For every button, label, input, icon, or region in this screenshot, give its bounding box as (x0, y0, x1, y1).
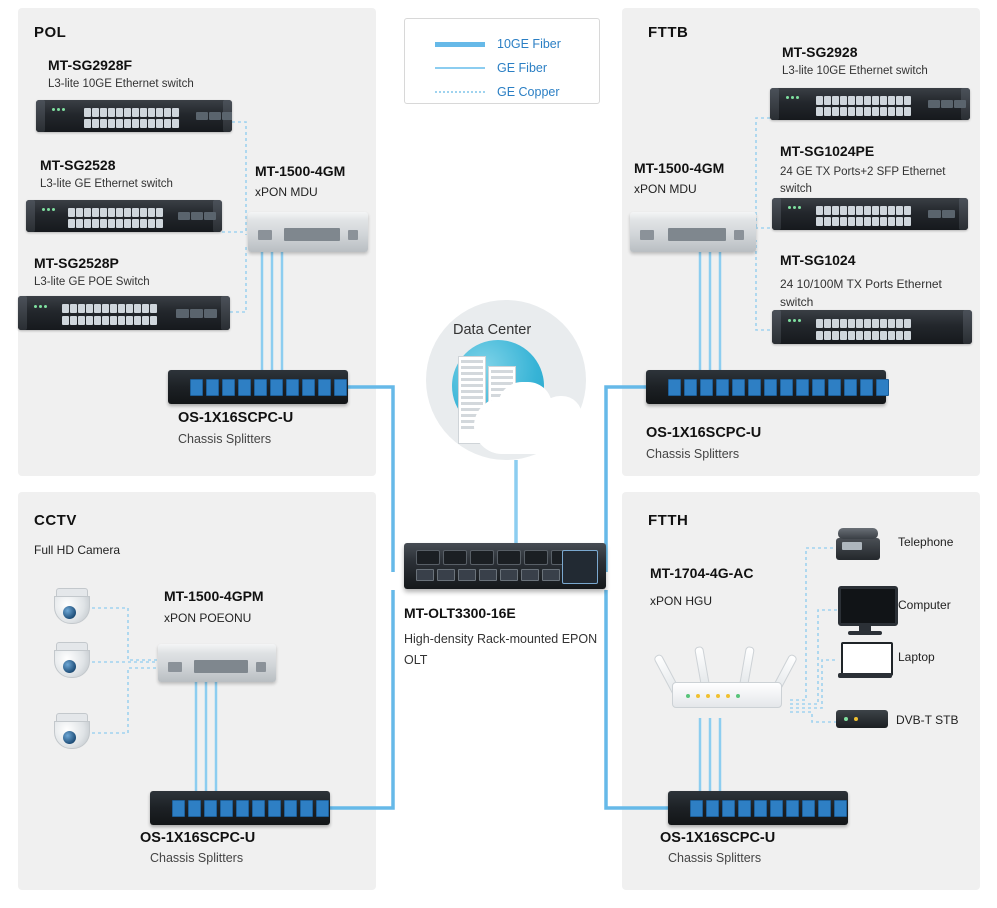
legend-item-ge-fiber (435, 61, 547, 75)
olt-name: MT-OLT3300-16E (404, 605, 516, 621)
legend-label: 10GE Fiber (497, 37, 561, 51)
onu-top-face (630, 212, 756, 221)
device-name-mt-1704-4g-ac: MT-1704-4G-AC (650, 565, 754, 581)
splitter-adapters (668, 379, 889, 396)
sfp-bank (928, 210, 955, 218)
splitter-os-1x16scpc-u-pol (168, 370, 348, 404)
switch-mt-sg2928 (770, 88, 970, 120)
hgu-led (696, 694, 700, 698)
switch-mt-sg2528p (18, 296, 230, 330)
status-leds (786, 96, 799, 99)
status-leds (52, 108, 65, 111)
laptop-device (838, 642, 894, 680)
splitter-desc-ftth: Chassis Splitters (668, 851, 762, 865)
rack-ear-left-icon (26, 200, 35, 232)
splitter-desc-pol: Chassis Splitters (178, 432, 272, 446)
client-label-laptop: Laptop (898, 650, 935, 664)
device-desc-mt-sg2528p: L3-lite GE POE Switch (34, 276, 150, 288)
onu-port (668, 228, 726, 241)
olt-desc-line1: High-density Rack-mounted EPON (404, 632, 598, 646)
legend-item-10ge (435, 37, 561, 51)
splitter-name-cctv: OS-1X16SCPC-U (140, 830, 256, 846)
device-name-mt-sg2528: MT-SG2528 (40, 157, 116, 173)
port-bank (816, 319, 911, 328)
port-bank (816, 107, 911, 116)
hgu-mt-1704-4g-ac (672, 650, 782, 720)
panel-title-fttb: FTTB (648, 24, 689, 41)
camera-lens-icon (63, 606, 76, 619)
splitter-desc-fttb: Chassis Splitters (646, 447, 740, 461)
port-bank (62, 316, 157, 325)
port-bank (816, 217, 911, 226)
switch-face (772, 198, 968, 230)
telephone-screen (842, 542, 862, 550)
camera-lens-icon (63, 731, 76, 744)
stb-led (854, 717, 858, 721)
device-name-mt-1500-4gm-fttb: MT-1500-4GM (634, 160, 725, 176)
rack-ear-right-icon (963, 310, 972, 344)
switch-mt-sg1024 (772, 310, 972, 344)
device-name-mt-1500-4gm-pol: MT-1500-4GM (255, 163, 346, 179)
onu-port (640, 230, 654, 240)
splitter-adapters (690, 800, 847, 817)
olt-slot-row-top (416, 550, 575, 565)
hgu-led (706, 694, 710, 698)
status-leds (788, 206, 801, 209)
port-bank (68, 219, 163, 228)
client-label-dvbt-stb: DVB-T STB (896, 713, 959, 727)
switch-face (36, 100, 232, 132)
panel-title-pol: POL (34, 24, 67, 41)
switch-mt-sg2528 (26, 200, 222, 232)
status-leds (788, 319, 801, 322)
telephone-device (836, 524, 884, 564)
olt-desc-line2: OLT (404, 653, 428, 667)
laptop-base (838, 673, 892, 678)
device-name-mt-sg2528p: MT-SG2528P (34, 255, 119, 271)
legend-item-ge-copper (435, 85, 560, 99)
switch-face (26, 200, 222, 232)
splitter-name-ftth: OS-1X16SCPC-U (660, 830, 776, 846)
device-desc-mt-sg2928f: L3-lite 10GE Ethernet switch (48, 78, 194, 90)
device-desc-mt-1500-4gpm: xPON POEONU (164, 611, 252, 625)
device-desc-mt-1500-4gm-pol: xPON MDU (255, 185, 318, 199)
panel-title-ftth: FTTH (648, 512, 689, 529)
device-name-mt-sg1024pe: MT-SG1024PE (780, 143, 875, 159)
onu-mt-1500-4gm-fttb (630, 212, 756, 252)
switch-face (770, 88, 970, 120)
splitter-os-1x16scpc-u-ftth (668, 791, 848, 825)
onu-port (194, 660, 248, 673)
dvbt-stb-device (836, 710, 890, 730)
port-bank (84, 108, 179, 117)
device-desc-mt-sg2528: L3-lite GE Ethernet switch (40, 178, 173, 190)
olt-uplink-module (562, 550, 598, 584)
client-label-computer: Computer (898, 598, 951, 612)
rack-ear-right-icon (959, 198, 968, 230)
port-bank (816, 96, 911, 105)
onu-top-face (248, 212, 368, 221)
rack-ear-left-icon (18, 296, 27, 330)
hgu-led (686, 694, 690, 698)
device-desc-mt-1500-4gm-fttb: xPON MDU (634, 182, 697, 196)
device-name-mt-sg2928f: MT-SG2928F (48, 57, 133, 73)
rack-ear-left-icon (772, 310, 781, 344)
sfp-bank (178, 212, 216, 220)
onu-port (258, 230, 272, 240)
cctv-camera-label: Full HD Camera (34, 543, 121, 557)
monitor-base (848, 631, 882, 635)
onu-port (284, 228, 340, 241)
splitter-desc-cctv: Chassis Splitters (150, 851, 244, 865)
camera-1 (50, 588, 94, 628)
port-bank (68, 208, 163, 217)
rack-ear-left-icon (772, 198, 781, 230)
onu-mt-1500-4gm-pol (248, 212, 368, 252)
onu-port (734, 230, 744, 240)
sfp-bank (196, 112, 232, 120)
onu-port (168, 662, 182, 672)
device-desc-mt-1704-4g-ac: xPON HGU (650, 594, 713, 608)
hgu-led (736, 694, 740, 698)
switch-face (772, 310, 972, 344)
status-leds (42, 208, 55, 211)
legend-line-10ge-fiber-icon (435, 42, 485, 47)
splitter-adapters (172, 800, 329, 817)
onu-port (256, 662, 266, 672)
olt-slot-row-bottom (416, 569, 581, 581)
hgu-led (716, 694, 720, 698)
sfp-bank (176, 309, 217, 318)
splitter-adapters (190, 379, 347, 396)
client-label-telephone: Telephone (898, 535, 954, 549)
computer-device (838, 586, 894, 636)
device-desc-mt-sg1024pe: 24 GE TX Ports+2 SFP Ethernet switch (780, 166, 946, 195)
port-bank (62, 304, 157, 313)
sfp-bank (928, 100, 966, 108)
rack-ear-right-icon (221, 296, 230, 330)
legend-line-ge-copper-icon (435, 91, 485, 93)
legend-label: GE Fiber (497, 61, 548, 75)
camera-lens-icon (63, 660, 76, 673)
hgu-led (726, 694, 730, 698)
splitter-name-fttb: OS-1X16SCPC-U (646, 425, 762, 441)
device-desc-mt-sg2928: L3-lite 10GE Ethernet switch (782, 65, 928, 77)
legend (404, 18, 600, 104)
camera-3 (50, 713, 94, 753)
laptop-screen (841, 642, 893, 676)
onu-mt-1500-4gpm (158, 644, 276, 682)
rack-ear-left-icon (770, 88, 779, 120)
device-name-mt-1500-4gpm: MT-1500-4GPM (164, 588, 264, 604)
port-bank (84, 119, 179, 128)
olt-mt-olt3300-16e (404, 543, 606, 589)
onu-top-face (158, 644, 276, 653)
port-bank (816, 206, 911, 215)
onu-port (348, 230, 358, 240)
data-center-label: Data Center (453, 322, 532, 338)
rack-ear-left-icon (36, 100, 45, 132)
telephone-handset (838, 528, 878, 539)
device-name-mt-sg1024: MT-SG1024 (780, 252, 856, 268)
splitter-os-1x16scpc-u-cctv (150, 791, 330, 825)
splitter-os-1x16scpc-u-fttb (646, 370, 886, 404)
switch-mt-sg1024pe (772, 198, 968, 230)
data-center-cloud-puff (540, 396, 582, 436)
monitor-screen (838, 586, 898, 626)
port-bank (816, 331, 911, 340)
device-name-mt-sg2928: MT-SG2928 (782, 44, 858, 60)
splitter-name-pol: OS-1X16SCPC-U (178, 410, 294, 426)
legend-label: GE Copper (497, 85, 560, 99)
device-desc-mt-sg1024: 24 10/100M TX Ports Ethernet switch (780, 277, 942, 309)
switch-mt-sg2928f (36, 100, 232, 132)
status-leds (34, 305, 47, 308)
camera-2 (50, 642, 94, 682)
legend-line-ge-fiber-icon (435, 67, 485, 69)
panel-title-cctv: CCTV (34, 512, 77, 529)
stb-led (844, 717, 848, 721)
switch-face (18, 296, 230, 330)
